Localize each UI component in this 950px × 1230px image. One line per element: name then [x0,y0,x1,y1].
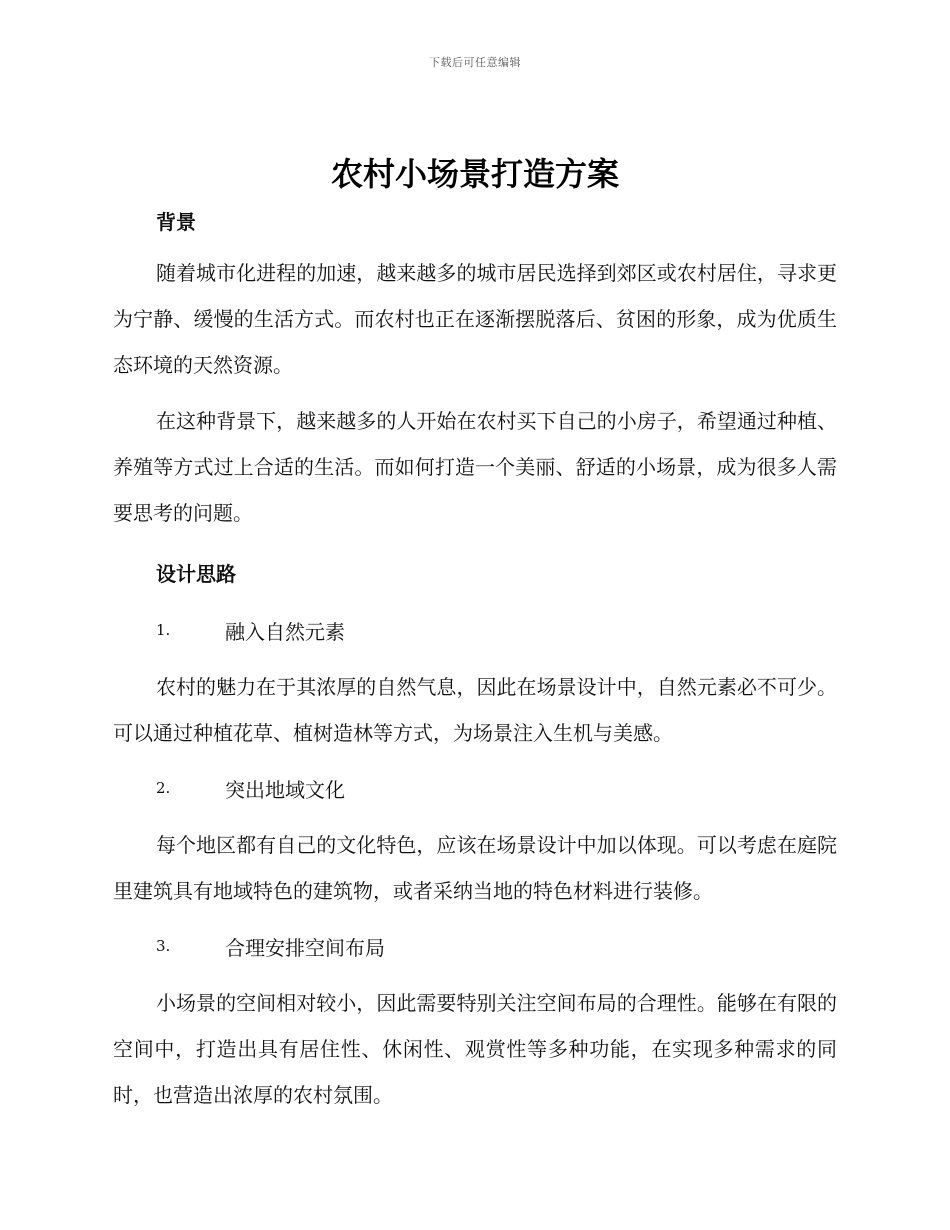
list-item-2 [113,766,837,810]
paragraph: 农村的魅力在于其浓厚的自然气息，因此在场景设计中，自然元素必不可少。可以通过种植花草、植树造林等方式，为场景注入生机与美感。 [113,675,837,745]
paragraph: 小场景的空间相对较小，因此需要特别关注空间布局的合理性。能够在有限的空间中，打造出具有居住性、休闲性、观赏性等多种功能，在实现多种需求的同时，也营造出浓厚的农村氛围。 [113,991,837,1107]
list-label: 融入自然元素 [225,619,345,644]
list-label: 合理安排空间布局 [225,935,385,960]
paragraph: 随着城市化进程的加速，越来越多的城市居民选择到郊区或农村居住，寻求更为宁静、缓慢的生活方式。而农村也正在逐渐摆脱落后、贫困的形象，成为优质生态环境的天然资源。 [113,261,837,377]
list-label: 突出地域文化 [225,777,345,802]
list-number: 1. [156,621,171,639]
list-number: 2. [156,779,171,797]
document-title: 农村小场景打造方案 [330,155,619,193]
paragraph: 在这种背景下，越来越多的人开始在农村买下自己的小房子，希望通过种植、养殖等方式过上合适的生活。而如何打造一个美丽、舒适的小场景，成为很多人需要思考的问题。 [113,409,837,525]
document-body [113,200,837,1128]
paragraph: 每个地区都有自己的文化特色，应该在场景设计中加以体现。可以考虑在庭院里建筑具有地域特色的建筑物，或者采纳当地的特色材料进行装修。 [113,833,837,903]
section-heading-background: 背景 [156,210,196,234]
list-item-1 [113,608,837,652]
list-item-3 [113,924,837,968]
header-note: 下载后可任意编辑 [429,56,521,69]
list-number: 3. [156,937,171,955]
section-heading-design: 设计思路 [156,562,236,586]
